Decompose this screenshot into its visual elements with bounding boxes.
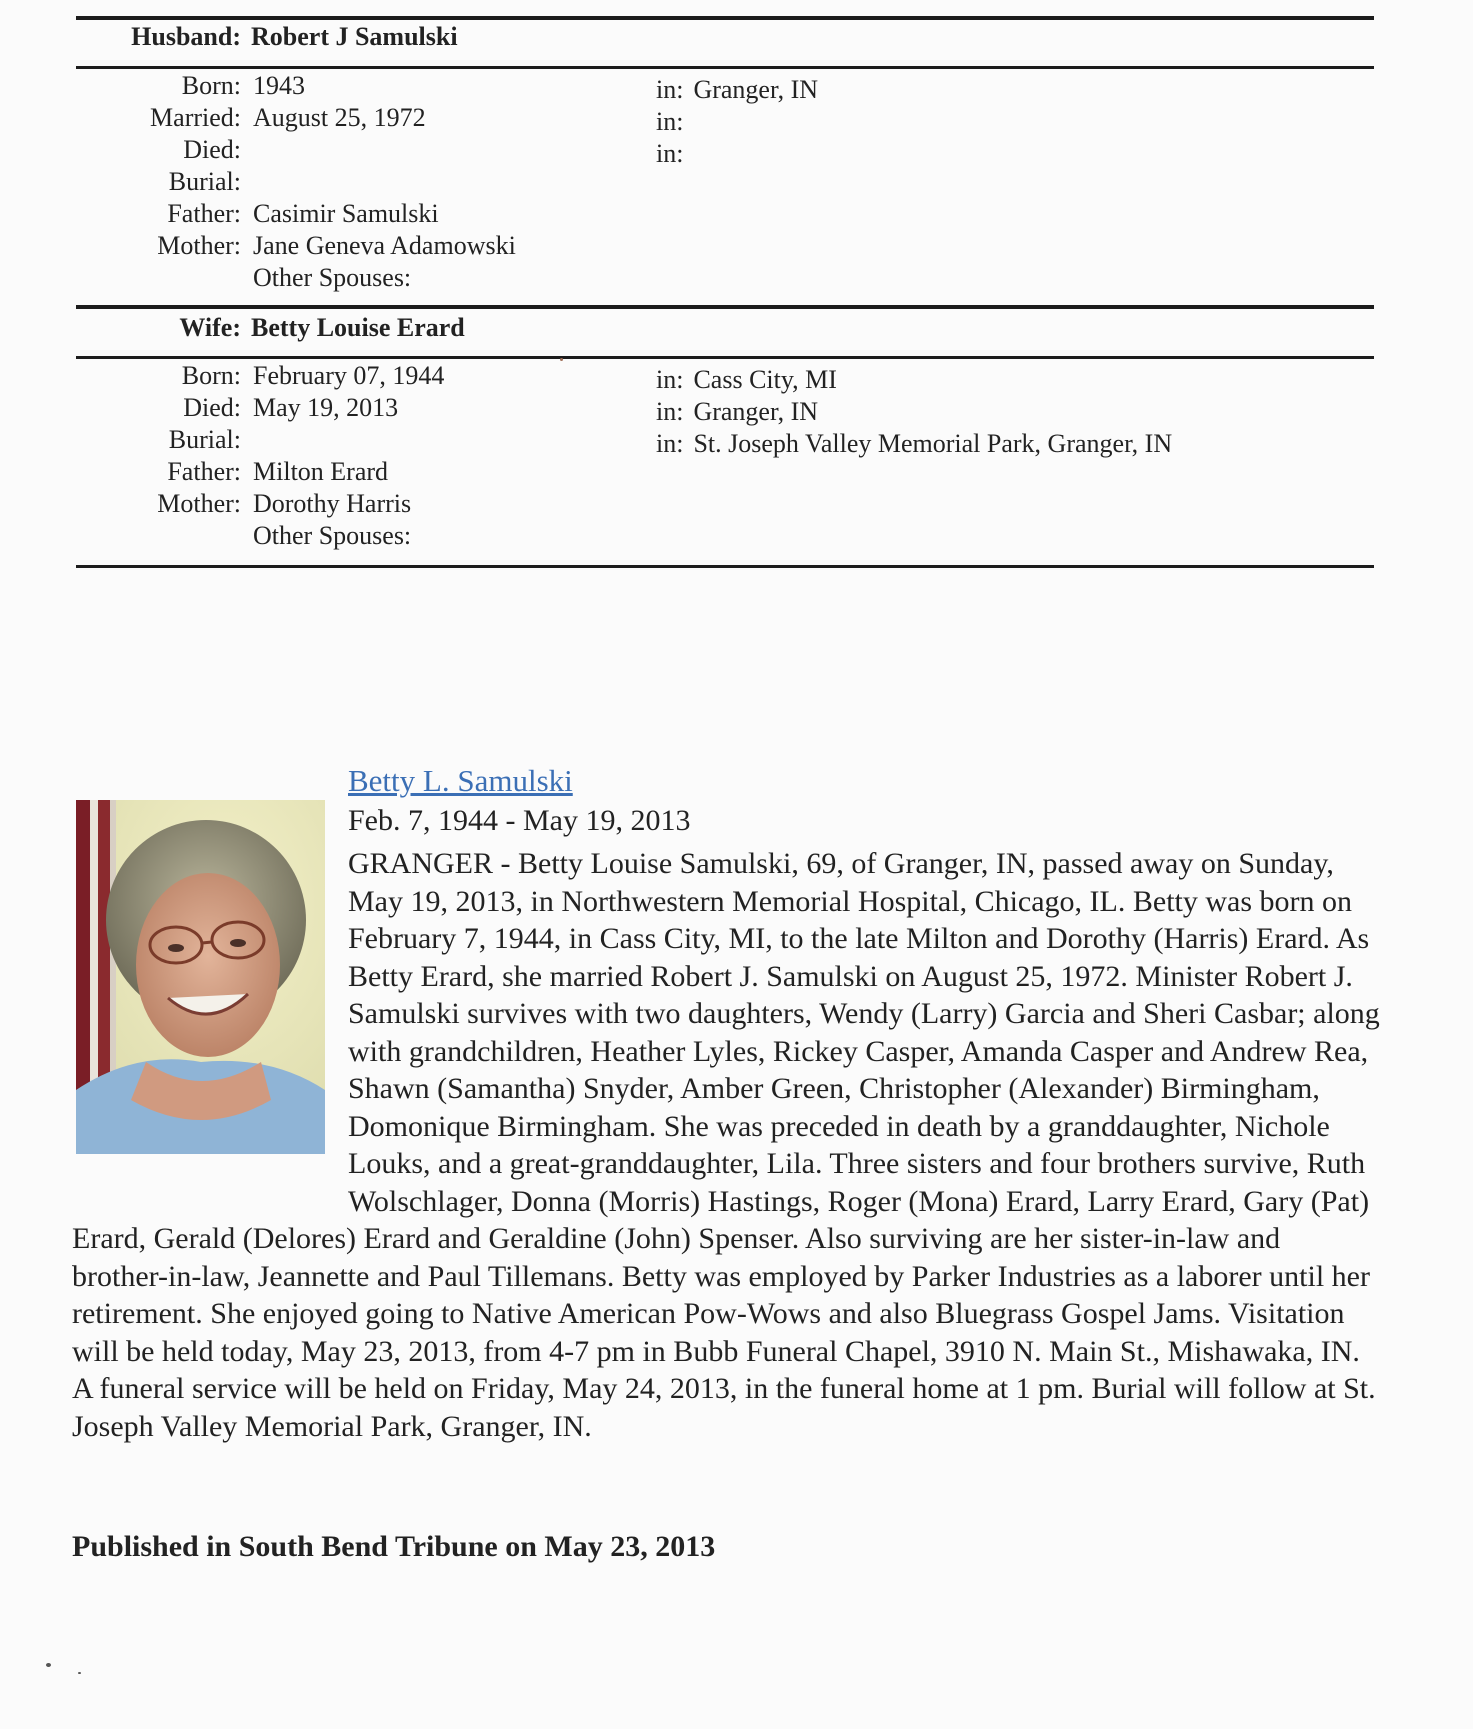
field-value: February 07, 1944 <box>253 361 445 390</box>
field-value: August 25, 1972 <box>253 103 426 132</box>
field-value: Dorothy Harris <box>253 489 412 518</box>
husband-married-location <box>656 106 683 138</box>
published-line: Published in South Bend Tribune on May 23, 2013 <box>72 1530 716 1563</box>
bottom-rule <box>76 565 1374 568</box>
obituary-title-link[interactable]: Betty L. Samulski <box>348 763 573 798</box>
husband-header-rule <box>76 66 1374 69</box>
field-label: Married: <box>150 103 241 132</box>
photo-float-spacer <box>72 845 348 1183</box>
scan-speck <box>78 1672 81 1674</box>
obituary-text: GRANGER - Betty Louise Samulski, 69, of Granger, IN, passed away on Sunday, May 19, 2013, in Northwestern Memorial Hospital, Chicago, IL. Betty was born on February 7, 1944, in Cass City, MI, to the late Milton and Dorothy (Harris) Erard. As Betty Erard, she married Robert J. Samulski on August 25, 1972. Minister Robert J. Samulski survives with two daughters, Wendy (Larry) Garcia and Sheri Casbar; along with grandchildren, Heather Lyles, Rickey Casper, Amanda Casper and Andrew Rea, Shawn (Samantha) Snyder, Amber Green, Christopher (Alexander) Birmingham, Domonique Birmingham. She was preceded in death by a granddaughter, Nichole Louks, and a great-granddaughter, Lila. Three sisters and four brothers survive, Ruth Wolschlager, Donna (Morris) Hastings, Roger (Mona) Erard, Larry Erard, Gary (Pat) Erard, Gerald (Delores) Erard and Geraldine (John) Spenser. Also surviving are her sister-in-law and brother-in-law, Jeannette and Paul Tillemans. Betty was employed by Parker Industries as a laborer until her retirement. She enjoyed going to Native American Pow-Wows and also Bluegrass Gospel Jams. Visitation will be held today, May 23, 2013, from 4-7 pm in Bubb Funeral Chapel, 3910 N. Main St., Mishawaka, IN. A funeral service will be held on Friday, May 24, 2013, in the funeral home at 1 pm. Burial will follow at St. Joseph Valley Memorial Park, Granger, IN. <box>72 847 1380 1443</box>
wife-header-rule <box>76 356 1374 359</box>
in-label: in: <box>656 365 684 394</box>
field-label: Burial: <box>168 425 241 454</box>
field-label: Mother: <box>157 231 241 260</box>
field-label: Father: <box>167 199 241 228</box>
husband-name: Robert J Samulski <box>251 22 458 51</box>
place-value: Granger, IN <box>693 397 819 426</box>
other-spouses-label: Other Spouses: <box>253 263 412 292</box>
wife-burial-location <box>656 428 1172 460</box>
scan-speck <box>560 358 563 361</box>
wife-top-rule <box>76 305 1374 309</box>
husband-header-label: Husband: <box>131 22 241 51</box>
field-label: Born: <box>181 71 241 100</box>
top-rule <box>76 16 1374 20</box>
field-value: Casimir Samulski <box>253 199 439 228</box>
obituary-dates: Feb. 7, 1944 - May 19, 2013 <box>348 804 691 837</box>
husband-header <box>76 22 458 52</box>
obituary-body <box>72 845 1382 1445</box>
field-value: 1943 <box>253 71 305 100</box>
field-value: May 19, 2013 <box>253 393 399 422</box>
in-label: in: <box>656 429 684 458</box>
field-value: Milton Erard <box>253 457 389 486</box>
place-value: Granger, IN <box>693 75 819 104</box>
field-label: Mother: <box>157 489 241 518</box>
wife-born-location <box>656 364 837 396</box>
field-label: Father: <box>167 457 241 486</box>
in-label: in: <box>656 107 684 136</box>
field-label: Born: <box>181 361 241 390</box>
in-label: in: <box>656 397 684 426</box>
field-value: Jane Geneva Adamowski <box>253 231 516 260</box>
field-label: Died: <box>183 393 241 422</box>
scan-speck <box>46 1663 51 1667</box>
wife-header-label: Wife: <box>179 313 241 342</box>
in-label: in: <box>656 75 684 104</box>
wife-header <box>76 313 465 343</box>
husband-born-location <box>656 74 818 106</box>
husband-died-location <box>656 138 683 170</box>
wife-name: Betty Louise Erard <box>251 313 465 342</box>
place-value: Cass City, MI <box>693 365 837 394</box>
in-label: in: <box>656 139 684 168</box>
other-spouses-label: Other Spouses: <box>253 521 412 550</box>
field-label: Died: <box>183 135 241 164</box>
field-label: Burial: <box>168 167 241 196</box>
place-value: St. Joseph Valley Memorial Park, Granger, IN <box>693 429 1173 458</box>
wife-died-location <box>656 396 818 428</box>
